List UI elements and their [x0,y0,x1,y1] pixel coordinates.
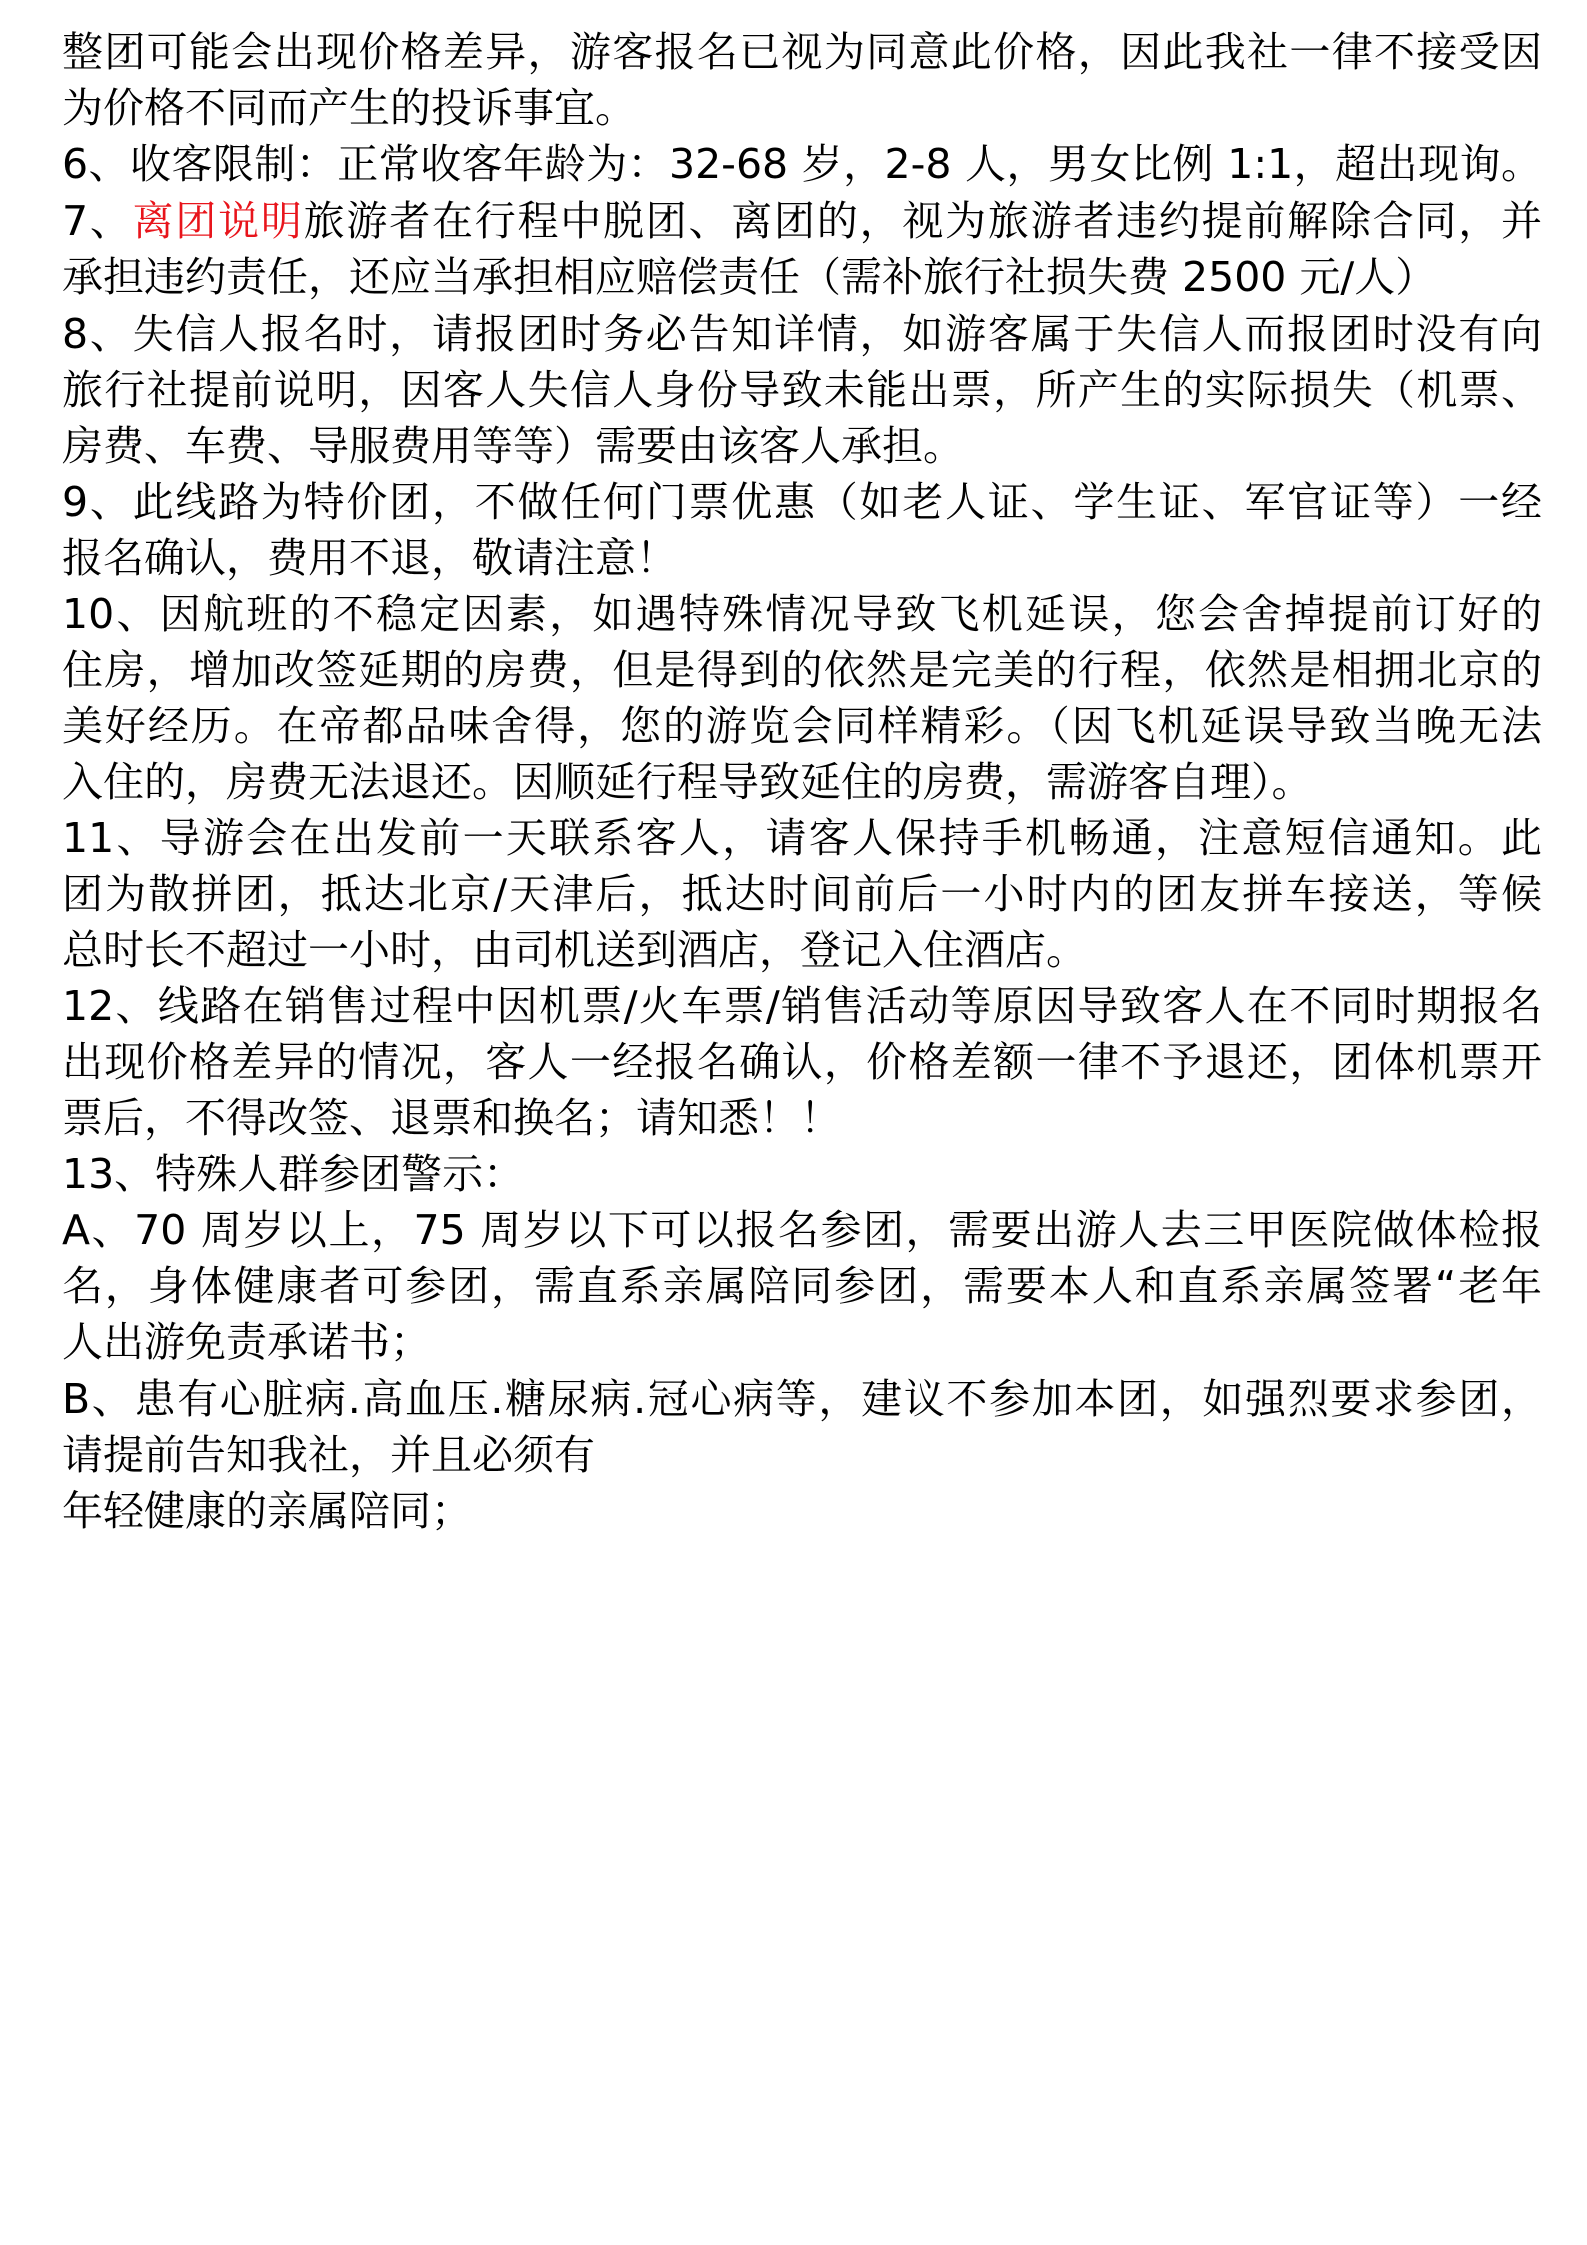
text-line: 9、此线路为特价团，不做任何门票优惠（如老人证、学生证、军官证等）一经 [62,478,1542,526]
text-line: 11、导游会在出发前一天联系客人，请客人保持手机畅通，注意短信通知。此 [62,814,1542,862]
text-line: 10、因航班的不稳定因素，如遇特殊情况导致飞机延误，您会舍掉提前订好的 [62,590,1542,638]
text-line: 美好经历。在帝都品味舍得，您的游览会同样精彩。（因飞机延误导致当晚无法 [62,702,1542,750]
text-line: 为价格不同而产生的投诉事宜。 [62,84,636,132]
text-line: 整团可能会出现价格差异，游客报名已视为同意此价格，因此我社一律不接受因 [62,28,1542,76]
text-line: 承担违约责任，还应当承担相应赔偿责任（需补旅行社损失费 2500 元/人） [62,253,1437,301]
text-line: 8、失信人报名时，请报团时务必告知详情，如游客属于失信人而报团时没有向 [62,310,1542,358]
text-line: 名，身体健康者可参团，需直系亲属陪同参团，需要本人和直系亲属签署“老年 [62,1262,1542,1310]
text-line: 团为散拼团，抵达北京/天津后，抵达时间前后一小时内的团友拼车接送，等候 [62,870,1542,918]
text-line: 年轻健康的亲属陪同； [62,1487,472,1535]
text-line: 12、线路在销售过程中因机票/火车票/销售活动等原因导致客人在不同时期报名 [62,982,1542,1030]
text-line: 请提前告知我社，并且必须有 [62,1431,595,1479]
text-line: 13、特殊人群参团警示： [62,1150,525,1198]
item-number: 7、 [62,197,133,245]
text-line: 6、收客限制：正常收客年龄为：32-68 岁，2-8 人，男女比例 1:1，超出现询。 [62,140,1542,188]
text-line: 旅行社提前说明，因客人失信人身份导致未能出票，所产生的实际损失（机票、 [62,366,1542,414]
text-line: B、患有心脏病.高血压.糖尿病.冠心病等，建议不参加本团，如强烈要求参团， [62,1375,1542,1423]
text-line: A、70 周岁以上，75 周岁以下可以报名参团，需要出游人去三甲医院做体检报 [62,1206,1542,1254]
text-line: 房费、车费、导服费用等等）需要由该客人承担。 [62,422,964,470]
text-line: 入住的，房费无法退还。因顺延行程导致延住的房费，需游客自理）。 [62,758,1313,806]
text-line: 人出游免责承诺书； [62,1318,431,1366]
text-line: 票后，不得改签、退票和换名；请知悉！！ [62,1094,841,1142]
text-line: 出现价格差异的情况，客人一经报名确认，价格差额一律不予退还，团体机票开 [62,1038,1542,1086]
text-line: 住房，增加改签延期的房费，但是得到的依然是完美的行程，依然是相拥北京的 [62,646,1542,694]
highlight-label: 离团说明 [132,197,304,245]
text-segment: 旅游者在行程中脱团、离团的，视为旅游者违约提前解除合同，并 [303,197,1543,245]
text-line: 报名确认，费用不退，敬请注意！ [62,534,677,582]
text-line: 总时长不超过一小时，由司机送到酒店，登记入住酒店。 [62,926,1087,974]
